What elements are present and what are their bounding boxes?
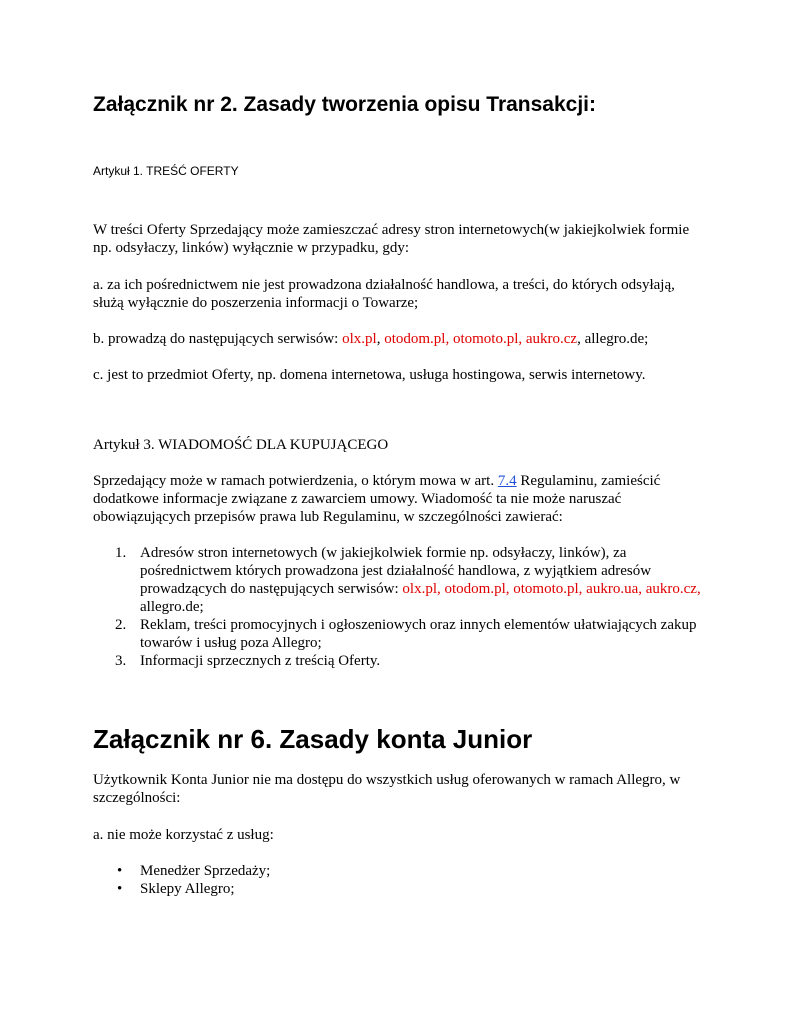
list-item-text: Sklepy Allegro; [140,881,235,897]
annex2-point-c: c. jest to przedmiot Oferty, np. domena internetowa, usługa hostingowa, serwis internetowy. [93,367,646,383]
list-item [93,544,713,616]
article3-heading: Artykuł 3. WIADOMOŚĆ DLA KUPUJĄCEGO [93,437,389,453]
annex2-title: Załącznik nr 2. Zasady tworzenia opisu Transakcji: [93,93,597,116]
annex6-intro: Użytkownik Konta Junior nie ma dostępu do wszystkich usług oferowanych w ramach Allegro, w szczególności: [93,772,681,806]
article3-text-after: Regulaminu, zamieścić dodatkowe informacje związane z zawarciem umowy. Wiadomość ta nie może naruszać obowiązujących przepisów prawa lub Regulaminu, w szczególności zawierać: [93,473,661,525]
bullet-icon: • [117,863,123,879]
annex6-bullets [93,862,713,898]
annex6-title: Załącznik nr 6. Zasady konta Junior [93,724,533,754]
annex2-intro: W treści Oferty Sprzedający może zamieszczać adresy stron internetowych(w jakiejkolwiek formie np. odsyłaczy, linków) wyłącznie w przypadku, gdy: [93,222,690,256]
list-item [93,880,713,898]
list-item-tail: allegro.de; [140,599,204,615]
list-number: 1. [115,545,127,561]
article3-text-before: Sprzedający może w ramach potwierdzenia, o którym mowa w art. [93,473,498,489]
point-b-suffix: , allegro.de; [577,331,649,347]
list-item [93,616,713,652]
annex6-point-a: a. nie może korzystać z usług: [93,827,274,843]
list-item [93,862,713,880]
article1-heading: Artykuł 1. TREŚĆ OFERTY [93,164,239,178]
regulation-link-7-4[interactable]: 7.4 [497,473,517,489]
article3-list [93,544,713,670]
annex2-point-a: a. za ich pośrednictwem nie jest prowadzona działalność handlowa, a treści, do których odsyłają, służą wyłącznie do poszerzenia informacji o Towarze; [93,277,675,311]
point-b-sep: , [376,331,385,347]
bullet-icon: • [117,881,123,897]
list-item [93,652,713,670]
list-number: 3. [115,653,127,669]
point-b-prefix: b. prowadzą do następujących serwisów: [93,331,343,347]
list-item-red-text: olx.pl, otodom.pl, otomoto.pl, aukro.ua, aukro.cz, [402,581,701,597]
annex2-point-b [93,330,708,348]
list-item-text: Menedżer Sprzedaży; [140,863,271,879]
olx-link-text: olx.pl [342,331,377,347]
article3-paragraph [93,472,708,526]
list-item-text: Informacji sprzecznych z treścią Oferty. [140,653,381,669]
list-number: 2. [115,617,127,633]
services-link-text: otodom.pl, otomoto.pl, aukro.cz [384,331,578,347]
list-item-text: Reklam, treści promocyjnych i ogłoszeniowych oraz innych elementów ułatwiających zakup towarów i usług poza Allegro; [140,617,697,651]
list-item-text: Adresów stron internetowych (w jakiejkolwiek formie np. odsyłaczy, linków), za pośrednictwem których prowadzona jest działalność handlowa, z wyjątkiem adresów prowadzących do następujących serwisów: [140,545,652,597]
